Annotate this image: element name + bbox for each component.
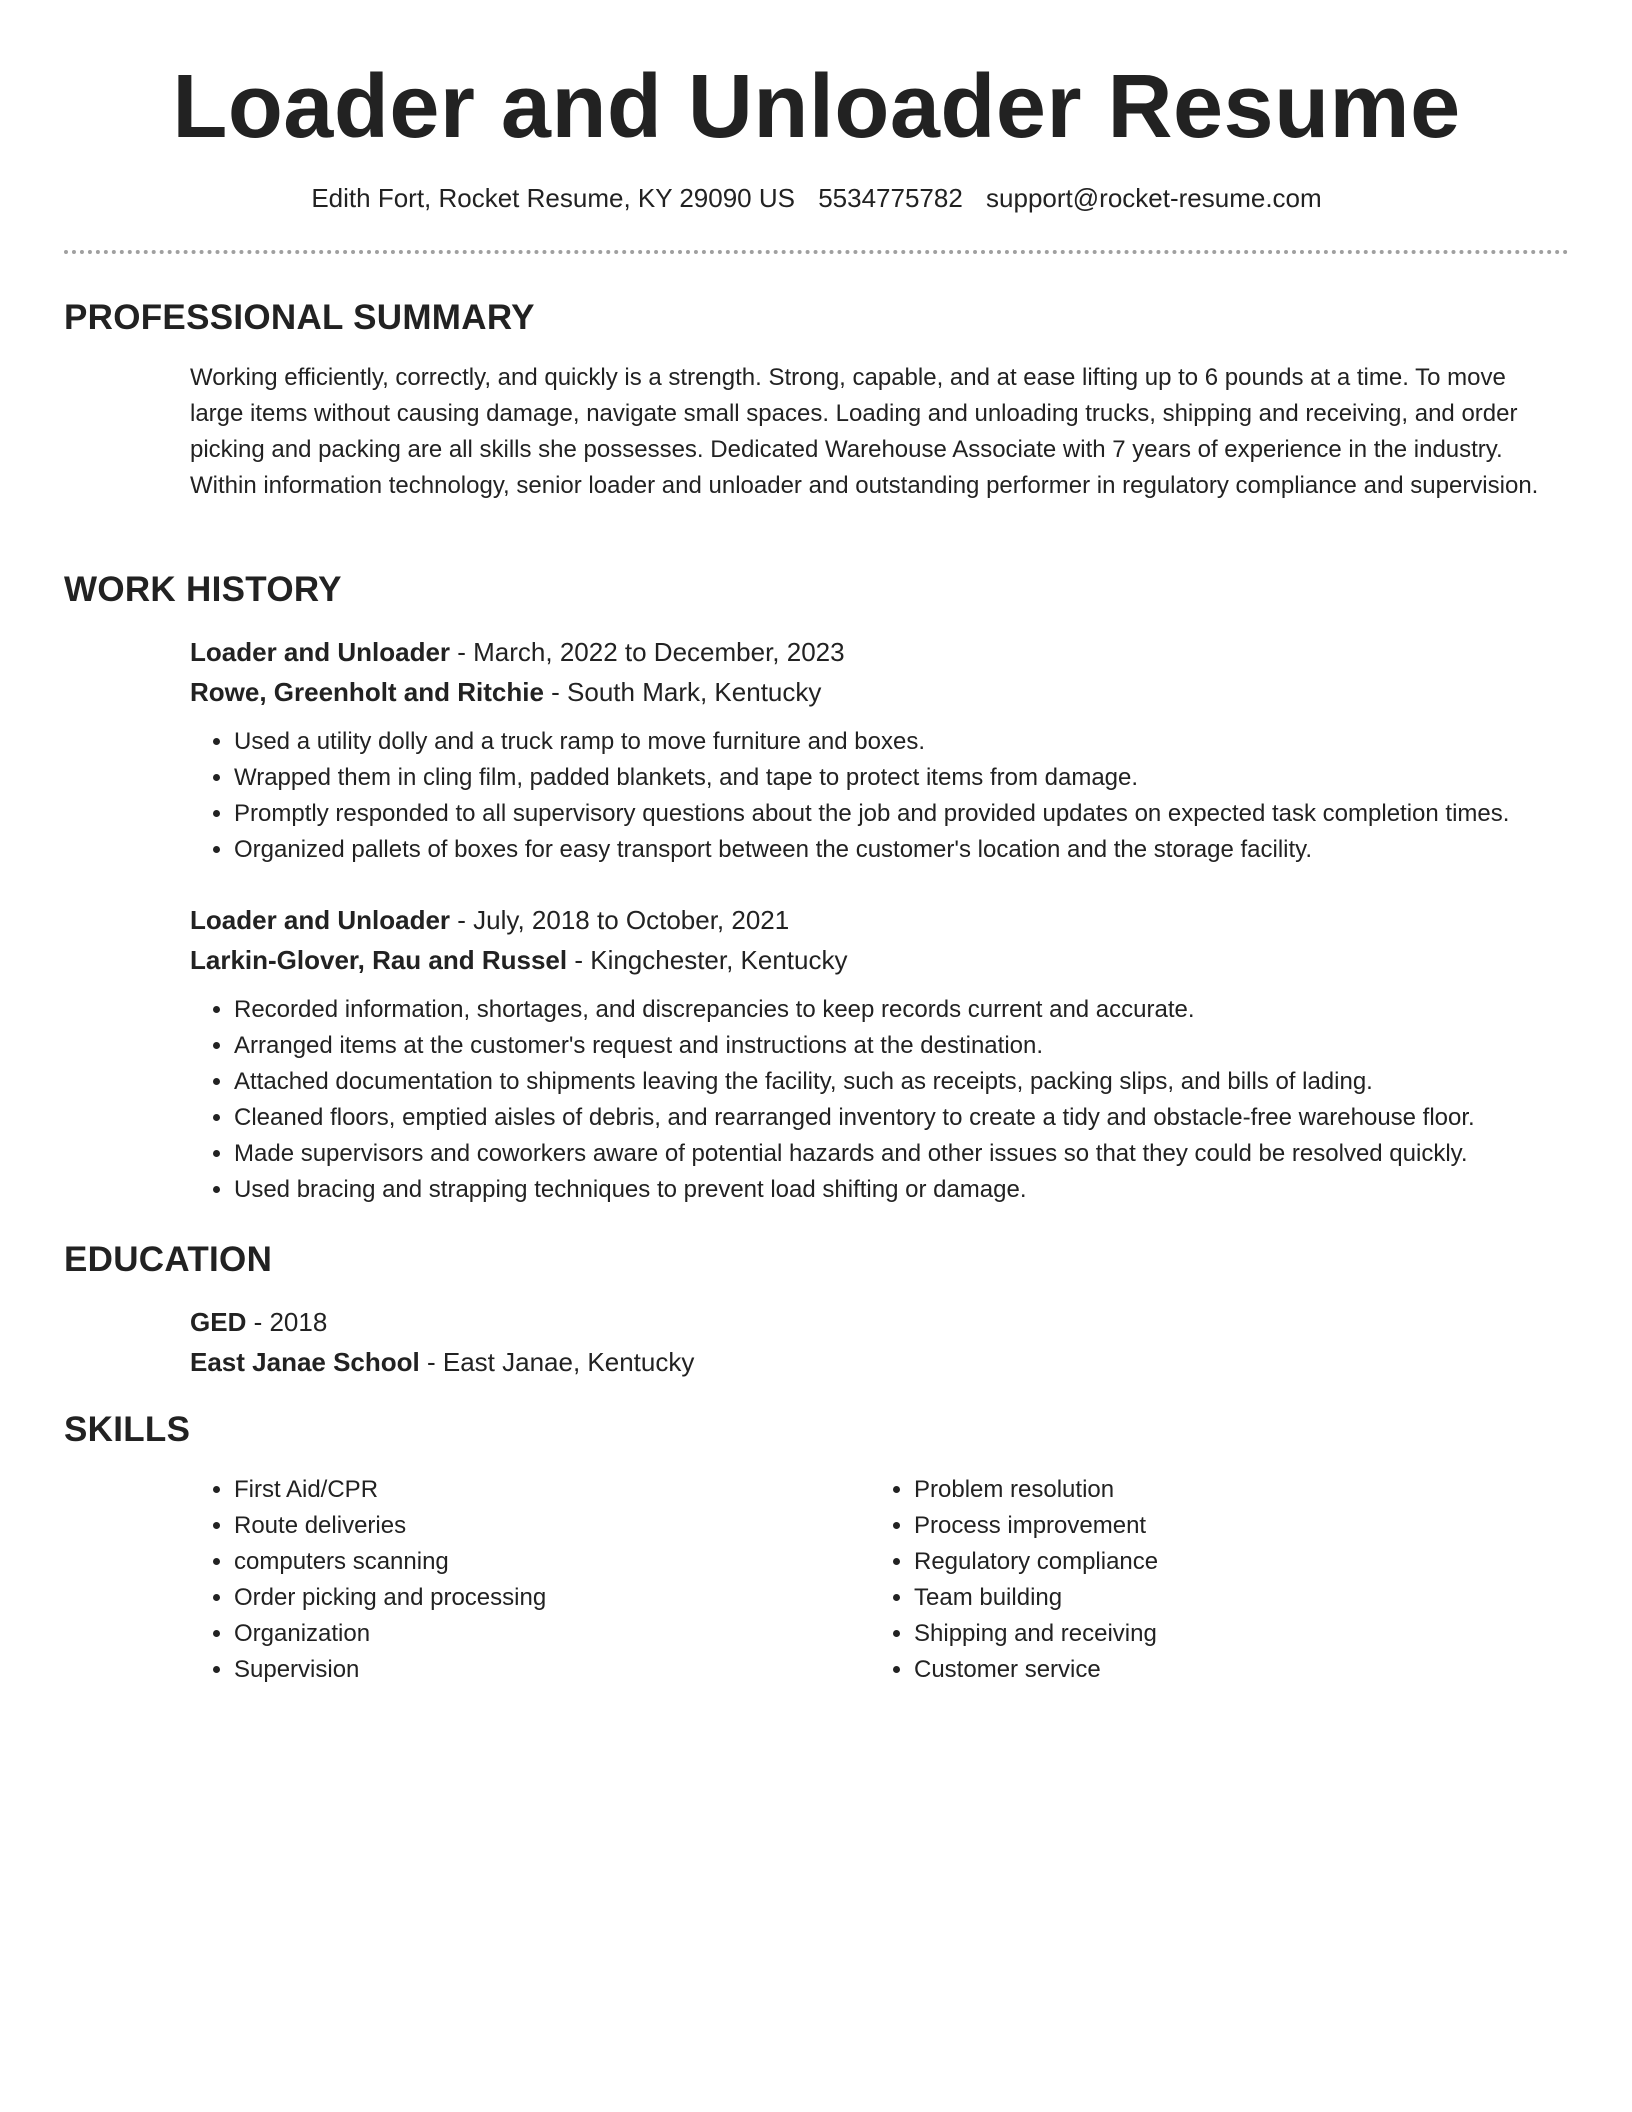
skill-item: • Regulatory compliance bbox=[914, 1544, 1470, 1580]
skill-item: • Problem resolution bbox=[914, 1472, 1470, 1508]
job-dates: - July, 2018 to October, 2021 bbox=[450, 905, 790, 935]
skills-column-left bbox=[190, 1472, 790, 1688]
skills-heading: SKILLS bbox=[64, 1410, 191, 1449]
work-history-heading: WORK HISTORY bbox=[64, 570, 342, 609]
contact-phone: 5534775782 bbox=[818, 183, 963, 213]
resume-title: Loader and Unloader Resume bbox=[172, 57, 1461, 157]
education-school: East Janae School bbox=[190, 1347, 420, 1377]
skill-item: • Shipping and receiving bbox=[914, 1616, 1470, 1652]
job-location: - South Mark, Kentucky bbox=[543, 677, 822, 707]
skill-item: • Process improvement bbox=[914, 1508, 1470, 1544]
job-title-line bbox=[190, 632, 1570, 672]
summary-heading: PROFESSIONAL SUMMARY bbox=[64, 298, 535, 337]
job-location: - Kingchester, Kentucky bbox=[567, 945, 848, 975]
job-company-line bbox=[190, 940, 1570, 980]
skill-item: • computers scanning bbox=[234, 1544, 790, 1580]
list-item: • Recorded information, shortages, and discrepancies to keep records current and accurate. bbox=[234, 992, 1570, 1028]
skill-item: • Team building bbox=[914, 1580, 1470, 1616]
list-item: • Used a utility dolly and a truck ramp to move furniture and boxes. bbox=[234, 724, 1570, 760]
job-entry bbox=[190, 900, 1570, 1208]
education-heading: EDUCATION bbox=[64, 1240, 273, 1279]
list-item: • Promptly responded to all supervisory questions about the job and provided updates on expected task completion times. bbox=[234, 796, 1570, 832]
skill-item: • First Aid/CPR bbox=[234, 1472, 790, 1508]
summary-text: Working efficiently, correctly, and quickly is a strength. Strong, capable, and at ease lifting up to 6 pounds at a time. To move large items without causing damage, navigate small spaces. Loading and unloading trucks, shipping and receiving, and order picking and packing are all skills she possesses. Dedicated Warehouse Associate with 7 years of experience in the industry. Within information technology, senior loader and unloader and outstanding performer in regulatory compliance and supervision. bbox=[190, 364, 1539, 499]
skill-item: • Route deliveries bbox=[234, 1508, 790, 1544]
list-item: • Cleaned floors, emptied aisles of debris, and rearranged inventory to create a tidy and obstacle-free warehouse floor. bbox=[234, 1100, 1570, 1136]
education-year: - 2018 bbox=[246, 1307, 328, 1337]
education-degree: GED bbox=[190, 1307, 247, 1337]
list-item: • Made supervisors and coworkers aware of potential hazards and other issues so that they could be resolved quickly. bbox=[234, 1136, 1570, 1172]
list-item: • Organized pallets of boxes for easy transport between the customer's location and the storage facility. bbox=[234, 832, 1570, 868]
education-entry bbox=[190, 1302, 1570, 1382]
education-location: - East Janae, Kentucky bbox=[419, 1347, 695, 1377]
job-duties-list bbox=[190, 992, 1570, 1208]
job-title: Loader and Unloader bbox=[190, 637, 451, 667]
education-degree-line bbox=[190, 1302, 1570, 1342]
skills-column-right bbox=[870, 1472, 1470, 1688]
job-entry bbox=[190, 632, 1570, 868]
list-item: • Arranged items at the customer's request and instructions at the destination. bbox=[234, 1028, 1570, 1064]
job-company: Rowe, Greenholt and Ritchie bbox=[190, 677, 544, 707]
list-item: • Attached documentation to shipments leaving the facility, such as receipts, packing slips, and bills of lading. bbox=[234, 1064, 1570, 1100]
header-divider bbox=[64, 250, 1569, 254]
contact-address: Edith Fort, Rocket Resume, KY 29090 US bbox=[311, 183, 795, 213]
skill-item: • Organization bbox=[234, 1616, 790, 1652]
job-duties-list bbox=[190, 724, 1570, 868]
list-item: • Wrapped them in cling film, padded blankets, and tape to protect items from damage. bbox=[234, 760, 1570, 796]
list-item: • Used bracing and strapping techniques to prevent load shifting or damage. bbox=[234, 1172, 1570, 1208]
skill-item: • Supervision bbox=[234, 1652, 790, 1688]
job-company-line bbox=[190, 672, 1570, 712]
education-school-line bbox=[190, 1342, 1570, 1382]
skill-item: • Customer service bbox=[914, 1652, 1470, 1688]
skill-item: • Order picking and processing bbox=[234, 1580, 790, 1616]
contact-email: support@rocket-resume.com bbox=[986, 183, 1322, 213]
job-dates: - March, 2022 to December, 2023 bbox=[450, 637, 845, 667]
job-title: Loader and Unloader bbox=[190, 905, 451, 935]
skills-list bbox=[870, 1472, 1470, 1688]
contact-line bbox=[64, 180, 1569, 216]
job-title-line bbox=[190, 900, 1570, 940]
job-company: Larkin-Glover, Rau and Russel bbox=[190, 945, 568, 975]
skills-list bbox=[190, 1472, 790, 1688]
